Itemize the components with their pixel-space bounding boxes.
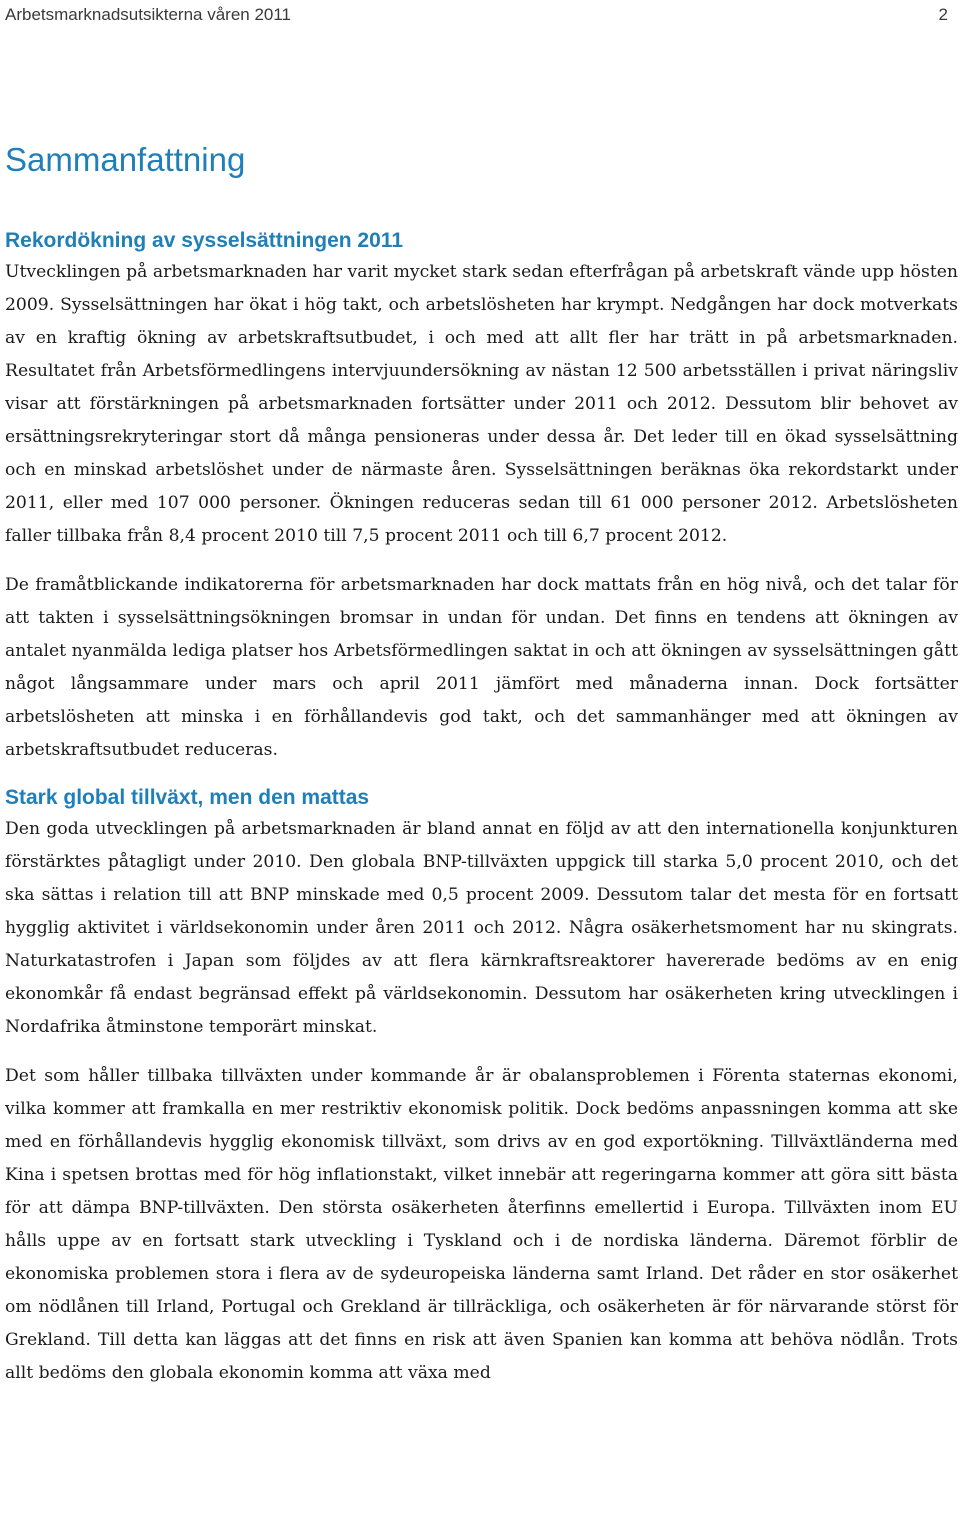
body-paragraph: De framåtblickande indikatorerna för arbetsmarknaden har dock mattats från en hög nivå, och det talar för att takten i sysselsättningsökningen bromsar in undan för undan. Det finns en tendens att ökningen av antalet nyanmälda lediga platser hos Arbetsförmedlingen saktat in och att ökningen av sysselsättningen gått något långsammare under mars och april 2011 jämfört med månaderna innan. Dock fortsätter arbetslösheten att minska i en förhållandevis god takt, och det sammanhänger med att ökningen av arbetskraftsutbudet reduceras.: [5, 575, 958, 760]
body-paragraph: Den goda utvecklingen på arbetsmarknaden är bland annat en följd av att den internationella konjunkturen förstärktes påtagligt under 2010. Den globala BNP-tillväxten uppgick till starka 5,0 procent 2010, och det ska sättas i relation till att BNP minskade med 0,5 procent 2009. Dessutom talar det mesta för en fortsatt hygglig aktivitet i världsekonomin under åren 2011 och 2012. Några osäkerhetsmoment har nu skingrats. Naturkatastrofen i Japan som följdes av att flera kärnkraftsreaktorer havererade bedöms av en enig ekonomkår få endast begränsad effekt på världsekonomin. Dessutom har osäkerheten kring utvecklingen i Nordafrika åtminstone temporärt minskat.: [5, 819, 958, 1037]
document-title: Arbetsmarknadsutsikterna våren 2011: [5, 5, 292, 24]
section-global-growth: [5, 783, 958, 1390]
page-number: 2: [938, 5, 948, 24]
section-heading: Stark global tillväxt, men den mattas: [5, 786, 370, 809]
body-paragraph: Utvecklingen på arbetsmarknaden har varit mycket stark sedan efterfrågan på arbetskraft vände upp hösten 2009. Sysselsättningen har ökat i hög takt, och arbetslösheten har krympt. Nedgången har dock motverkats av en kraftig ökning av arbetskraftsutbudet, i och med att allt fler har trätt in på arbetsmarknaden. Resultatet från Arbetsförmedlingens intervjuundersökning av nästan 12 500 arbetsställen i privat näringsliv visar att förstärkningen på arbetsmarknaden fortsätter under 2011 och 2012. Dessutom blir behovet av ersättningsrekryteringar stort då många pensioneras under dessa år. Det leder till en ökad sysselsättning och en minskad arbetslöshet under de närmaste åren. Sysselsättningen beräknas öka rekordstarkt under 2011, eller med 107 000 personer. Ökningen reduceras sedan till 61 000 personer 2012. Arbetslösheten faller tillbaka från 8,4 procent 2010 till 7,5 procent 2011 och till 6,7 procent 2012.: [5, 262, 958, 546]
document-body: [5, 138, 958, 1406]
page-title: Sammanfattning: [5, 141, 246, 178]
section-record-employment: [5, 226, 958, 767]
body-paragraph: Det som håller tillbaka tillväxten under kommande år är obalansproblemen i Förenta staternas ekonomi, vilka kommer att framkalla en mer restriktiv ekonomisk politik. Dock bedöms anpassningen komma att ske med en förhållandevis hygglig ekonomisk tillväxt, som drivs av en god exportökning. Tillväxtländerna med Kina i spetsen brottas med för hög inflationstakt, vilket innebär att regeringarna kommer att göra sitt bästa för att dämpa BNP-tillväxten. Den största osäkerheten återfinns emellertid i Europa. Tillväxten inom EU hålls uppe av en fortsatt stark utveckling i Tyskland och i de nordiska länderna. Däremot förblir de ekonomiska problemen stora i flera av de sydeuropeiska länderna samt Irland. Det råder en stor osäkerhet om nödlånen till Irland, Portugal och Grekland är tillräckliga, och osäkerheten är för närvarande störst för Grekland. Till detta kan läggas att det finns en risk att även Spanien kan komma att behöva nödlån. Trots allt bedöms den globala ekonomin komma att växa med: [5, 1066, 958, 1383]
section-heading: Rekordökning av sysselsättningen 2011: [5, 229, 403, 252]
running-header: [5, 2, 948, 28]
